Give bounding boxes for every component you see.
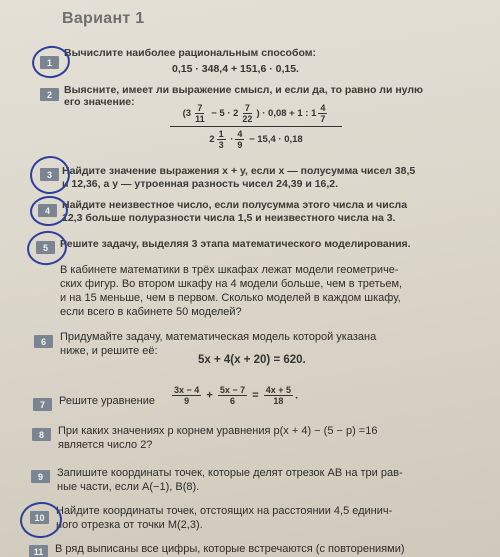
task-5-paragraph-line4: если всего в кабинете 50 моделей?	[60, 306, 242, 318]
task-number-4: 4	[38, 204, 57, 217]
task-5-paragraph-line1: В кабинете математики в трёх шкафах лежат модели геометриче-	[60, 264, 399, 276]
task-number-5: 5	[36, 241, 55, 254]
task-1-formula: 0,15 · 348,4 + 151,6 · 0,15.	[172, 63, 299, 75]
task-10-text-line1: Найдите координаты точек, отстоящих на расстоянии 4,5 единич-	[56, 505, 393, 517]
task-number-10: 10	[30, 511, 49, 524]
task-1-text: Вычислите наиболее рациональным способом:	[64, 47, 316, 59]
task-number-1: 1	[40, 56, 59, 69]
task-2-denominator: 2 $\frac{1}{3}$ · $\frac{4}{9}$ − 15,4 · 0,18	[209, 129, 303, 150]
task-4-text-line2: 12,3 больше полуразности числа 1,5 и неизвестного числа на 3.	[62, 212, 396, 224]
task-5-paragraph-line3: и на 15 меньше, чем в первом. Сколько моделей в каждом шкафу,	[60, 292, 401, 304]
task-8-text-line2: является число 2?	[58, 439, 153, 451]
task-8-text-line1: При каких значениях p корнем уравнения p(x + 4) − (5 − p) =16	[58, 425, 378, 437]
task-3-text-line2: и 12,36, а y — утроенная разность чисел 24,39 и 16,2.	[62, 178, 339, 190]
task-9-text-line1: Запишите координаты точек, которые делят отрезок AB на три рав-	[57, 467, 403, 479]
task-2-text-line2: его значение:	[64, 96, 135, 108]
task-4-text-line1: Найдите неизвестное число, если полусумма этого числа и числа	[62, 199, 408, 211]
task-7-equation: $\frac{3x - 4}{9}$ + $\frac{5x - 7}{6}$ = $\frac{4x + 5}{18}$ .	[174, 385, 299, 406]
task-6-text-line2: ниже, и решите её:	[60, 345, 158, 357]
task-9-text-line2: ные части, если A(−1), B(8).	[57, 481, 200, 493]
task-number-7: 7	[33, 398, 52, 411]
task-6-text-line1: Придумайте задачу, математическая модель которой указана	[60, 331, 377, 343]
task-11-text: В ряд выписаны все цифры, которые встречаются (с повторениями)	[55, 543, 405, 555]
task-number-11: 11	[29, 545, 48, 557]
task-number-9: 9	[31, 470, 50, 483]
page-title: Вариант 1	[62, 10, 145, 27]
task-3-text-line1: Найдите значение выражения x + y, если x — полусумма чисел 38,5	[62, 165, 416, 177]
task-5-text: Решите задачу, выделяя 3 этапа математического моделирования.	[60, 238, 411, 250]
task-7-text: Решите уравнение	[59, 395, 156, 407]
task-number-6: 6	[34, 335, 53, 348]
task-2-expression	[170, 103, 342, 150]
task-number-2: 2	[40, 88, 59, 101]
task-10-text-line2: ного отрезка от точки M(2,3).	[56, 519, 203, 531]
task-5-paragraph-line2: ских фигур. Во втором шкафу на 4 модели больше, чем в третьем,	[60, 278, 403, 290]
task-number-3: 3	[40, 168, 59, 181]
task-6-formula: 5x + 4(x + 20) = 620.	[198, 354, 306, 366]
task-number-8: 8	[32, 428, 51, 441]
task-2-numerator: (3 $\frac{7}{11}$ − 5 · 2 $\frac{7}{22}$ ) · 0,08 + 1 : 1 $\frac{4}{7}$	[170, 103, 342, 127]
task-2-text-line1: Выясните, имеет ли выражение смысл, и если да, то равно ли нулю	[64, 84, 424, 96]
